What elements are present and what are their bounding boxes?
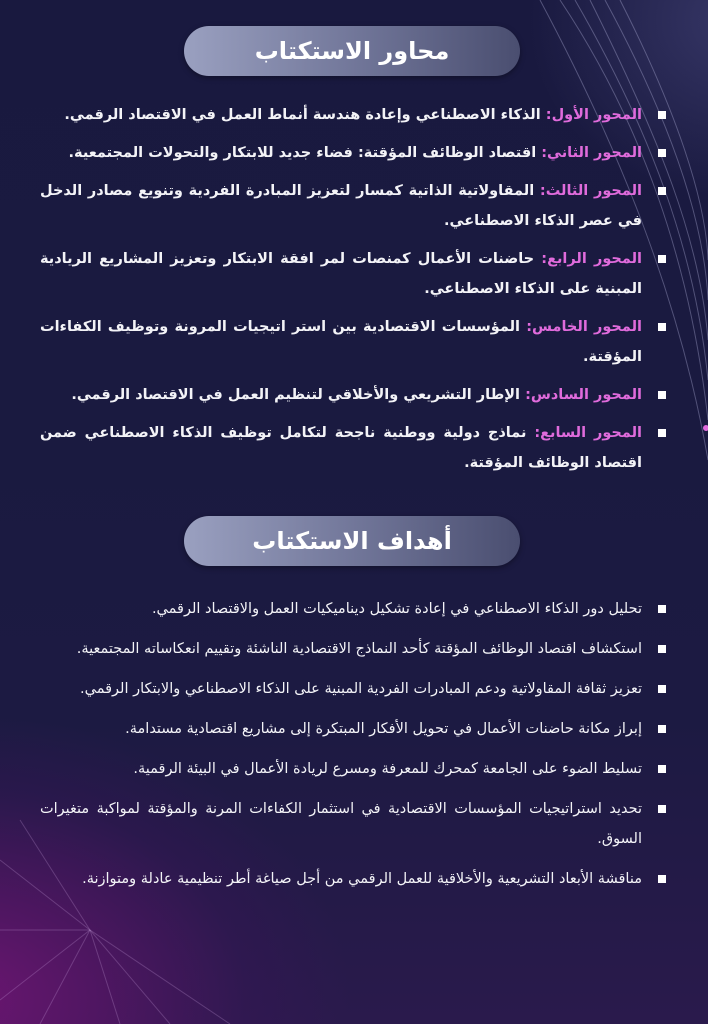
bullet-square-icon (658, 111, 666, 119)
axes-section-header (184, 26, 520, 76)
axis-text: حاضنات الأعمال كمنصات لمر افقة الابتكار وتعزيز المشاريع الريادية المبنية على الذكاء الاصطناعي. (40, 251, 642, 297)
axis-label: المحور الثاني: (541, 145, 642, 161)
axis-label: المحور الأول: (545, 107, 642, 123)
goal-text: إبراز مكانة حاضنات الأعمال في تحويل الأفكار المبتكرة إلى مشاريع اقتصادية مستدامة. (125, 721, 642, 737)
axis-label: المحور الثالث: (539, 183, 642, 199)
axis-text: اقتصاد الوظائف المؤقتة: فضاء جديد للابتكار والتحولات المجتمعية. (68, 145, 542, 161)
axis-item (40, 138, 668, 168)
goal-text: استكشاف اقتصاد الوظائف المؤقتة كأحد النماذج الاقتصادية الناشئة وتقييم انعكاساته المجتمعية. (76, 641, 642, 657)
goal-item (40, 754, 668, 784)
goals-list (40, 594, 668, 904)
goal-item (40, 594, 668, 624)
bullet-square-icon (658, 875, 666, 883)
axis-label: المحور السابع: (534, 425, 642, 441)
axis-item (40, 418, 668, 478)
axis-text: المؤسسات الاقتصادية بين استر اتيجيات المرونة وتوظيف الكفاءات المؤقتة. (40, 319, 642, 365)
goal-text: تحليل دور الذكاء الاصطناعي في إعادة تشكيل ديناميكيات العمل والاقتصاد الرقمي. (151, 601, 642, 617)
bullet-square-icon (658, 645, 666, 653)
axis-item (40, 176, 668, 236)
axis-text: المقاولاتية الذاتية كمسار لتعزيز المبادرة الفردية وتنويع مصادر الدخل في عصر الذكاء الاصطناعي. (40, 183, 642, 229)
glow-dot (703, 425, 708, 431)
axis-text: الذكاء الاصطناعي وإعادة هندسة أنماط العمل في الاقتصاد الرقمي. (64, 107, 546, 123)
goal-text: تحديد استراتيجيات المؤسسات الاقتصادية في استثمار الكفاءات المرنة والمؤقتة لمواكبة متغيرات السوق. (40, 801, 642, 847)
goal-item (40, 864, 668, 894)
bullet-square-icon (658, 605, 666, 613)
axis-item (40, 100, 668, 130)
bullet-square-icon (658, 685, 666, 693)
axis-text: نماذج دولية ووطنية ناجحة لتكامل توظيف الذكاء الاصطناعي ضمن اقتصاد الوظائف المؤقتة. (40, 425, 642, 471)
bullet-square-icon (658, 765, 666, 773)
goal-text: مناقشة الأبعاد التشريعية والأخلاقية للعمل الرقمي من أجل صياغة أطر تنظيمية عادلة ومتوازنة. (82, 871, 642, 887)
goal-text: تسليط الضوء على الجامعة كمحرك للمعرفة ومسرع لريادة الأعمال في البيئة الرقمية. (133, 761, 642, 777)
axis-item (40, 244, 668, 304)
bullet-square-icon (658, 323, 666, 331)
goals-section-header (184, 516, 520, 566)
bullet-square-icon (658, 429, 666, 437)
axis-label: المحور الخامس: (526, 319, 643, 335)
axes-section-title: محاور الاستكتاب (254, 37, 450, 65)
bullet-square-icon (658, 805, 666, 813)
axis-item (40, 380, 668, 410)
axis-text: الإطار التشريعي والأخلاقي لتنظيم العمل في الاقتصاد الرقمي. (71, 387, 526, 403)
goal-item (40, 714, 668, 744)
axis-label: المحور السادس: (525, 387, 642, 403)
bullet-square-icon (658, 187, 666, 195)
bullet-square-icon (658, 149, 666, 157)
axes-list (40, 100, 668, 486)
goal-item (40, 674, 668, 704)
bullet-square-icon (658, 255, 666, 263)
goal-text: تعزيز ثقافة المقاولاتية ودعم المبادرات الفردية المبنية على الذكاء الاصطناعي والابتكار الرقمي. (80, 681, 642, 697)
axis-label: المحور الرابع: (541, 251, 642, 267)
goal-item (40, 634, 668, 664)
goal-item (40, 794, 668, 854)
axis-item (40, 312, 668, 372)
goals-section-title: أهداف الاستكتاب (252, 527, 452, 555)
bullet-square-icon (658, 725, 666, 733)
bullet-square-icon (658, 391, 666, 399)
